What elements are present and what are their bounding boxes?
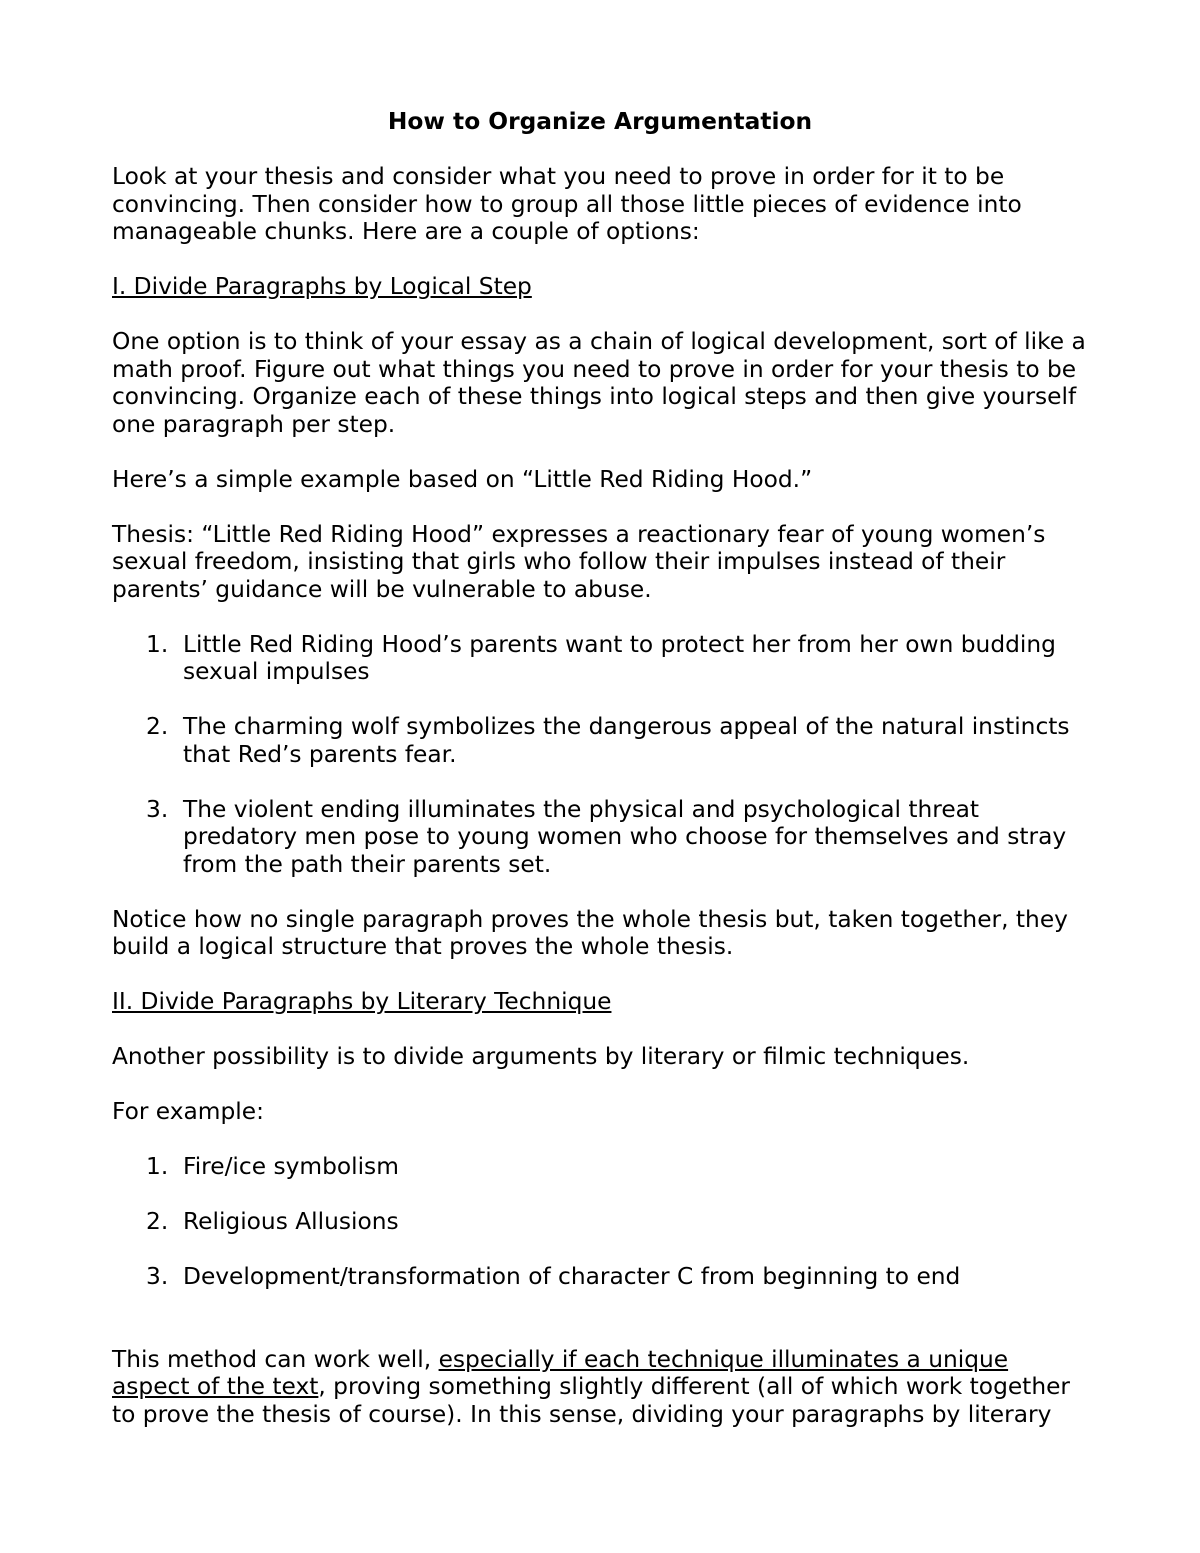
list-item-number: 1.	[146, 1153, 169, 1180]
intro-paragraph: Look at your thesis and consider what you need to prove in order for it to be convincing. Then consider how to group all those little pieces of evidence into manageable chunks. Here are a couple of options:	[112, 163, 1022, 245]
closing-text-underlined: especially if each technique illuminates a unique aspect of the text	[112, 1345, 1009, 1400]
techniques-list	[112, 1153, 1088, 1291]
list-item-number: 3.	[146, 795, 169, 823]
section-1-paragraph-2: Here’s a simple example based on “Little Red Riding Hood.”	[112, 465, 813, 493]
logical-steps-list	[112, 631, 1088, 879]
notice-paragraph: Notice how no single paragraph proves the whole thesis but, taken together, they build a logical structure that proves the whole thesis.	[112, 905, 1068, 960]
closing-text-end: , proving something slightly different (all of which work together to prove the thesis of course). In this sense, dividing your paragraphs by literary	[112, 1373, 1070, 1428]
section-1-paragraph-1: One option is to think of your essay as a chain of logical development, sort of like a math proof. Figure out what things you need to prove in order for your thesis to be convincing. Organize each of these things into logical steps and then give yourself one paragraph per step.	[112, 328, 1086, 438]
section-2-heading: II. Divide Paragraphs by Literary Technique	[112, 988, 612, 1015]
list-item	[112, 1263, 1088, 1291]
list-item-number: 2.	[146, 713, 169, 740]
list-item-text: The violent ending illuminates the physical and psychological threat predatory men pose to young women who choose for themselves and stray from the path their parents set.	[183, 795, 1067, 878]
list-item-text: Development/transformation of character C from beginning to end	[183, 1263, 961, 1290]
spacer	[112, 1318, 1088, 1346]
list-item	[112, 713, 1088, 768]
list-item-number: 2.	[146, 1208, 169, 1235]
list-item	[112, 796, 1088, 879]
section-1-heading: I. Divide Paragraphs by Logical Step	[112, 273, 532, 300]
list-item-number: 3.	[146, 1263, 169, 1290]
list-item-text: Fire/ice symbolism	[183, 1153, 399, 1180]
list-item-text: Religious Allusions	[183, 1208, 399, 1235]
section-2-paragraph-1: Another possibility is to divide arguments by literary or filmic techniques.	[112, 1043, 970, 1070]
list-item	[112, 631, 1088, 686]
closing-text-start: This method can work well,	[112, 1345, 439, 1373]
document-title: How to Organize Argumentation	[387, 108, 813, 135]
document-page	[112, 108, 1088, 1456]
for-example-label: For example:	[112, 1098, 264, 1125]
list-item-number: 1.	[146, 630, 169, 658]
list-item	[112, 1208, 1088, 1236]
thesis-paragraph: Thesis: “Little Red Riding Hood” expresses a reactionary fear of young women’s sexual freedom, insisting that girls who follow their impulses instead of their parents’ guidance will be vulnerable to abuse.	[112, 520, 1046, 603]
list-item-text: Little Red Riding Hood’s parents want to protect her from her own budding sexual impulses	[183, 630, 1056, 685]
list-item	[112, 1153, 1088, 1181]
closing-paragraph	[112, 1346, 1088, 1429]
list-item-text: The charming wolf symbolizes the dangerous appeal of the natural instincts that Red’s parents fear.	[183, 713, 1070, 768]
